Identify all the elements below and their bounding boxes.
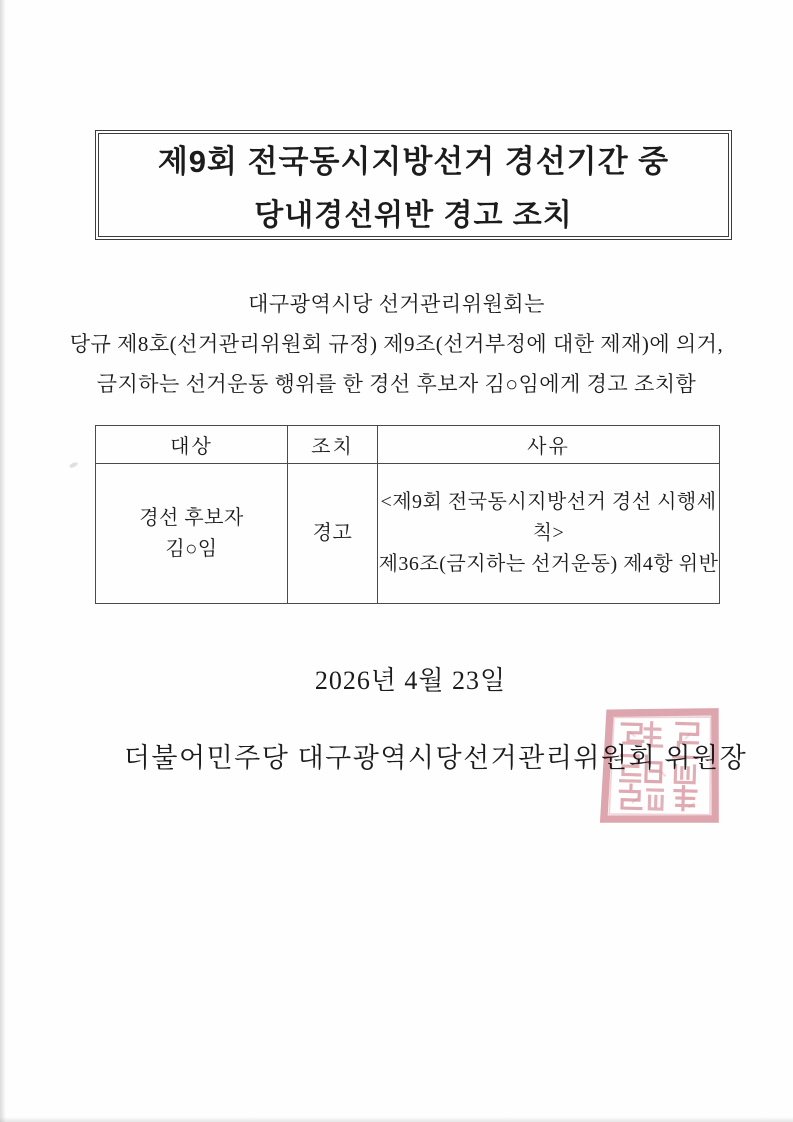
cell-target xyxy=(96,464,288,604)
sanction-table xyxy=(95,425,720,604)
signature-line: 더불어민주당 대구광역시당선거관리위원회 위원장 xyxy=(123,743,748,773)
reason-line2: 제36조(금지하는 선거운동) 제4항 위반 xyxy=(378,553,719,575)
cell-reason xyxy=(378,464,720,604)
body-line1: 대구광역시당 선거관리위원회는 xyxy=(248,292,545,316)
table-row xyxy=(96,464,720,604)
official-seal-icon xyxy=(596,700,725,829)
header-reason: 사유 xyxy=(378,426,720,464)
header-action: 조치 xyxy=(288,426,378,464)
table-header-row xyxy=(96,426,720,464)
document-date: 2026년 4월 23일 xyxy=(314,666,507,695)
scan-artifact-bottom xyxy=(0,1117,793,1122)
scan-artifact-left xyxy=(0,0,6,1122)
title-box xyxy=(95,130,732,240)
target-line1: 경선 후보자 xyxy=(139,506,244,529)
header-target: 대상 xyxy=(96,426,288,464)
body-paragraph xyxy=(36,284,757,404)
document-title-line2: 당내경선위반 경고 조치 xyxy=(254,199,573,232)
reason-line1: <제9회 전국동시지방선거 경선 시행세칙> xyxy=(380,491,717,544)
document-title-line1: 제9회 전국동시지방선거 경선기간 중 xyxy=(157,144,670,179)
target-line2: 김○임 xyxy=(165,537,218,560)
body-line3: 금지하는 선거운동 행위를 한 경선 후보자 김○임에게 경고 조치함 xyxy=(96,372,697,396)
scan-smudge xyxy=(69,461,79,468)
cell-action: 경고 xyxy=(288,464,378,604)
body-line2: 당규 제8호(선거관리위원회 규정) 제9조(선거부정에 대한 제재)에 의거, xyxy=(69,332,724,356)
